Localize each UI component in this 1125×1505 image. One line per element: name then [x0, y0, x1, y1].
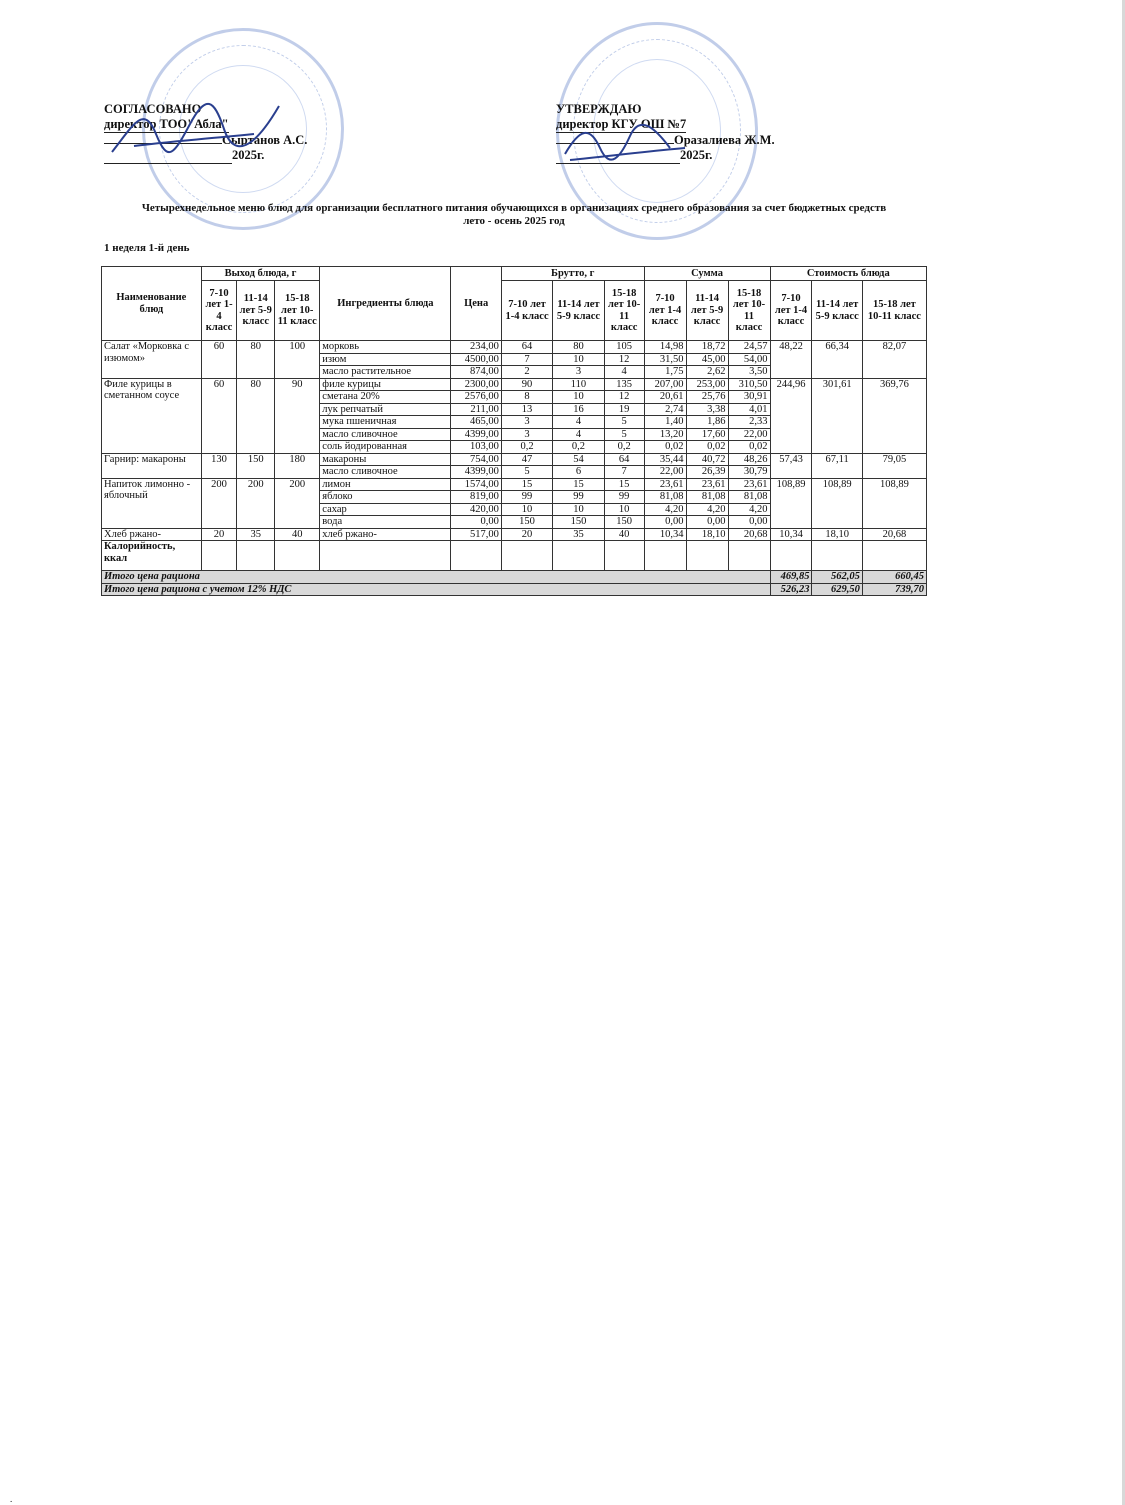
ingredient-sum: 4,20: [728, 503, 770, 516]
ingredient-sum: 30,79: [728, 466, 770, 479]
ingredient-sum: 40,72: [686, 453, 728, 466]
ingredient-sum: 0,00: [686, 516, 728, 529]
ingredient-sum: 4,20: [686, 503, 728, 516]
ingredient-gross: 0,2: [604, 441, 644, 454]
ingredient-sum: 22,00: [644, 466, 686, 479]
ingredient-sum: 48,26: [728, 453, 770, 466]
ingredient-gross: 4: [553, 416, 604, 429]
ingredient-name: макароны: [320, 453, 451, 466]
approval-role: директор ТОО"Абла": [104, 117, 229, 131]
dish-yield: 150: [237, 453, 275, 478]
header-sum-col: 11-14 лет 5-9 класс: [686, 281, 728, 341]
dish-yield: 100: [275, 341, 320, 379]
ingredient-name: соль йодированная: [320, 441, 451, 454]
ingredient-gross: 10: [553, 353, 604, 366]
ingredient-gross: 5: [501, 466, 552, 479]
dish-yield: 60: [201, 341, 237, 379]
total-row: [102, 571, 927, 584]
ingredient-gross: 13: [501, 403, 552, 416]
dish-name: Салат «Морковка с изюмом»: [102, 341, 202, 379]
ingredient-price: 2300,00: [451, 378, 501, 391]
dish-yield: 200: [201, 478, 237, 528]
ingredient-sum: 13,20: [644, 428, 686, 441]
dish-yield: 180: [275, 453, 320, 478]
dish-name: Хлеб ржано-: [102, 528, 202, 541]
ingredient-gross: 5: [604, 416, 644, 429]
day-label: 1 неделя 1-й день: [104, 242, 190, 254]
ingredient-sum: 54,00: [728, 353, 770, 366]
ingredient-name: яблоко: [320, 491, 451, 504]
header-gross: Брутто, г: [501, 267, 644, 281]
dish-cost: 108,89: [812, 478, 862, 528]
ingredient-row: [102, 478, 927, 491]
ingredient-gross: 4: [604, 366, 644, 379]
total-vat-value: 739,70: [862, 583, 926, 596]
ingredient-gross: 90: [501, 378, 552, 391]
approval-name: Сыртанов А.С.: [222, 133, 308, 147]
ingredient-gross: 150: [501, 516, 552, 529]
ingredient-gross: 15: [501, 478, 552, 491]
ingredient-price: 819,00: [451, 491, 501, 504]
ingredient-name: вода: [320, 516, 451, 529]
ingredient-gross: 0,2: [501, 441, 552, 454]
approval-block-right: [556, 102, 775, 164]
ingredient-sum: 22,00: [728, 428, 770, 441]
ingredient-price: 0,00: [451, 516, 501, 529]
ingredient-sum: 45,00: [686, 353, 728, 366]
ingredient-sum: 10,34: [644, 528, 686, 541]
total-value: 660,45: [862, 571, 926, 584]
approval-name: Оразалиева Ж.М.: [674, 133, 775, 147]
total-label: Итого цена рациона: [102, 571, 771, 584]
header-gross-col: 11-14 лет 5-9 класс: [553, 281, 604, 341]
header-cost: Стоимость блюда: [770, 267, 926, 281]
header-sum-col: 7-10 лет 1-4 класс: [644, 281, 686, 341]
dish-cost: 20,68: [862, 528, 926, 541]
approval-title: СОГЛАСОВАНО: [104, 102, 202, 116]
approval-date: 2025г.: [232, 148, 265, 162]
dish-yield: 35: [237, 528, 275, 541]
total-value: 562,05: [812, 571, 862, 584]
ingredient-sum: 14,98: [644, 341, 686, 354]
dish-cost: 48,22: [770, 341, 812, 379]
ingredient-gross: 64: [501, 341, 552, 354]
ingredient-sum: 30,91: [728, 391, 770, 404]
ingredient-gross: 6: [553, 466, 604, 479]
ingredient-name: мука пшеничная: [320, 416, 451, 429]
dish-cost: 108,89: [770, 478, 812, 528]
ingredient-gross: 7: [604, 466, 644, 479]
approval-title: УТВЕРЖДАЮ: [556, 102, 642, 116]
dish-cost: 108,89: [862, 478, 926, 528]
dish-cost: 10,34: [770, 528, 812, 541]
header-sum-col: 15-18 лет 10-11 класс: [728, 281, 770, 341]
ingredient-gross: 5: [604, 428, 644, 441]
ingredient-gross: 12: [604, 391, 644, 404]
header-cost-col: 7-10 лет 1-4 класс: [770, 281, 812, 341]
ingredient-name: масло растительное: [320, 366, 451, 379]
total-value: 469,85: [770, 571, 812, 584]
dish-yield: 130: [201, 453, 237, 478]
ingredient-gross: 10: [604, 503, 644, 516]
header-gross-col: 7-10 лет 1-4 класс: [501, 281, 552, 341]
ingredient-sum: 31,50: [644, 353, 686, 366]
ingredient-price: 4399,00: [451, 428, 501, 441]
ingredient-name: филе курицы: [320, 378, 451, 391]
ingredient-price: 1574,00: [451, 478, 501, 491]
ingredient-sum: 20,68: [728, 528, 770, 541]
ingredient-gross: 2: [501, 366, 552, 379]
ingredient-gross: 15: [604, 478, 644, 491]
ingredient-name: хлеб ржано-: [320, 528, 451, 541]
dish-name: Гарнир: макароны: [102, 453, 202, 478]
total-vat-value: 629,50: [812, 583, 862, 596]
header-yield-col: 11-14 лет 5-9 класс: [237, 281, 275, 341]
ingredient-sum: 1,75: [644, 366, 686, 379]
ingredient-sum: 1,86: [686, 416, 728, 429]
header-ingredients: Ингредиенты блюда: [320, 267, 451, 341]
ingredient-sum: 207,00: [644, 378, 686, 391]
header-gross-col: 15-18 лет 10-11 класс: [604, 281, 644, 341]
ingredient-gross: 40: [604, 528, 644, 541]
ingredient-gross: 150: [553, 516, 604, 529]
ingredient-sum: 0,00: [728, 516, 770, 529]
dish-yield: 60: [201, 378, 237, 453]
ingredient-name: изюм: [320, 353, 451, 366]
ingredient-sum: 4,01: [728, 403, 770, 416]
ingredient-gross: 10: [501, 503, 552, 516]
ingredient-row: [102, 341, 927, 354]
ingredient-sum: 23,61: [644, 478, 686, 491]
ingredient-sum: 2,74: [644, 403, 686, 416]
header-yield: Выход блюда, г: [201, 267, 320, 281]
ingredient-gross: 64: [604, 453, 644, 466]
dish-cost: 369,76: [862, 378, 926, 453]
ingredient-gross: 8: [501, 391, 552, 404]
ingredient-name: лимон: [320, 478, 451, 491]
document-title-line1: Четырехнедельное меню блюд для организации бесплатного питания обучающихся в организациях среднего образования за счет бюджетных средств: [141, 202, 887, 214]
total-vat-row: [102, 583, 927, 596]
ingredient-price: 420,00: [451, 503, 501, 516]
ingredient-gross: 135: [604, 378, 644, 391]
ingredient-sum: 0,02: [728, 441, 770, 454]
total-vat-value: 526,23: [770, 583, 812, 596]
header-price: Цена: [451, 267, 501, 341]
ingredient-price: 103,00: [451, 441, 501, 454]
ingredient-sum: 17,60: [686, 428, 728, 441]
ingredient-name: масло сливочное: [320, 466, 451, 479]
header-sum: Сумма: [644, 267, 770, 281]
ingredient-row: [102, 453, 927, 466]
ingredient-gross: 3: [501, 416, 552, 429]
document-title: [104, 202, 924, 228]
header-yield-col: 15-18 лет 10-11 класс: [275, 281, 320, 341]
ingredient-sum: 35,44: [644, 453, 686, 466]
ingredient-name: лук репчатый: [320, 403, 451, 416]
menu-table-header: [102, 267, 927, 341]
approval-date: 2025г.: [680, 148, 713, 162]
ingredient-gross: 10: [553, 503, 604, 516]
ingredient-sum: 81,08: [728, 491, 770, 504]
dish-cost: 57,43: [770, 453, 812, 478]
ingredient-sum: 310,50: [728, 378, 770, 391]
header-cost-col: 15-18 лет 10-11 класс: [862, 281, 926, 341]
ingredient-sum: 0,02: [686, 441, 728, 454]
ingredient-gross: 80: [553, 341, 604, 354]
ingredient-gross: 7: [501, 353, 552, 366]
menu-table-body: [102, 341, 927, 596]
ingredient-gross: 99: [553, 491, 604, 504]
ingredient-sum: 18,72: [686, 341, 728, 354]
ingredient-gross: 16: [553, 403, 604, 416]
dish-cost: 82,07: [862, 341, 926, 379]
document-title-line2: лето - осень 2025 год: [463, 215, 565, 227]
ingredient-gross: 54: [553, 453, 604, 466]
ingredient-sum: 23,61: [686, 478, 728, 491]
approval-block-left: [104, 102, 307, 164]
ingredient-gross: 0,2: [553, 441, 604, 454]
ingredient-name: морковь: [320, 341, 451, 354]
dish-cost: 66,34: [812, 341, 862, 379]
header-dish-name: Наименование блюд: [102, 267, 202, 341]
dish-cost: 244,96: [770, 378, 812, 453]
ingredient-sum: 81,08: [644, 491, 686, 504]
ingredient-sum: 25,76: [686, 391, 728, 404]
dish-name: Напиток лимонно - яблочный: [102, 478, 202, 528]
dish-cost: 18,10: [812, 528, 862, 541]
ingredient-gross: 99: [501, 491, 552, 504]
ingredient-price: 2576,00: [451, 391, 501, 404]
ingredient-sum: 81,08: [686, 491, 728, 504]
dish-yield: 90: [275, 378, 320, 453]
ingredient-sum: 3,50: [728, 366, 770, 379]
ingredient-gross: 15: [553, 478, 604, 491]
ingredient-sum: 1,40: [644, 416, 686, 429]
ingredient-price: 4399,00: [451, 466, 501, 479]
ingredient-gross: 19: [604, 403, 644, 416]
ingredient-gross: 35: [553, 528, 604, 541]
approval-role: директор КГУ ОШ №7: [556, 117, 687, 131]
ingredient-sum: 24,57: [728, 341, 770, 354]
ingredient-name: сметана 20%: [320, 391, 451, 404]
ingredient-sum: 253,00: [686, 378, 728, 391]
ingredient-gross: 110: [553, 378, 604, 391]
ingredient-price: 874,00: [451, 366, 501, 379]
ingredient-gross: 47: [501, 453, 552, 466]
ingredient-gross: 3: [501, 428, 552, 441]
ingredient-gross: 12: [604, 353, 644, 366]
ingredient-price: 754,00: [451, 453, 501, 466]
ingredient-price: 4500,00: [451, 353, 501, 366]
dish-yield: 80: [237, 341, 275, 379]
ingredient-sum: 3,38: [686, 403, 728, 416]
calories-label: Калорийность, ккал: [102, 541, 202, 571]
ingredient-row: [102, 528, 927, 541]
ingredient-sum: 0,00: [644, 516, 686, 529]
ingredient-sum: 26,39: [686, 466, 728, 479]
corner-mark: .: [10, 1494, 13, 1504]
dish-yield: 200: [275, 478, 320, 528]
header-cost-col: 11-14 лет 5-9 класс: [812, 281, 862, 341]
ingredient-gross: 99: [604, 491, 644, 504]
dish-yield: 40: [275, 528, 320, 541]
ingredient-price: 517,00: [451, 528, 501, 541]
dish-cost: 301,61: [812, 378, 862, 453]
ingredient-name: сахар: [320, 503, 451, 516]
ingredient-gross: 10: [553, 391, 604, 404]
ingredient-gross: 4: [553, 428, 604, 441]
calories-row: [102, 541, 927, 571]
ingredient-price: 465,00: [451, 416, 501, 429]
ingredient-gross: 20: [501, 528, 552, 541]
ingredient-sum: 18,10: [686, 528, 728, 541]
ingredient-sum: 23,61: [728, 478, 770, 491]
ingredient-sum: 20,61: [644, 391, 686, 404]
ingredient-gross: 3: [553, 366, 604, 379]
header-yield-col: 7-10 лет 1-4 класс: [201, 281, 237, 341]
dish-yield: 80: [237, 378, 275, 453]
ingredient-sum: 4,20: [644, 503, 686, 516]
ingredient-row: [102, 378, 927, 391]
dish-cost: 79,05: [862, 453, 926, 478]
dish-yield: 200: [237, 478, 275, 528]
ingredient-sum: 2,33: [728, 416, 770, 429]
ingredient-sum: 0,02: [644, 441, 686, 454]
menu-table: [101, 266, 927, 596]
total-vat-label: Итого цена рациона с учетом 12% НДС: [102, 583, 771, 596]
ingredient-sum: 2,62: [686, 366, 728, 379]
dish-name: Филе курицы в сметанном соусе: [102, 378, 202, 453]
ingredient-price: 234,00: [451, 341, 501, 354]
ingredient-price: 211,00: [451, 403, 501, 416]
ingredient-name: масло сливочное: [320, 428, 451, 441]
ingredient-gross: 150: [604, 516, 644, 529]
dish-yield: 20: [201, 528, 237, 541]
dish-cost: 67,11: [812, 453, 862, 478]
ingredient-gross: 105: [604, 341, 644, 354]
